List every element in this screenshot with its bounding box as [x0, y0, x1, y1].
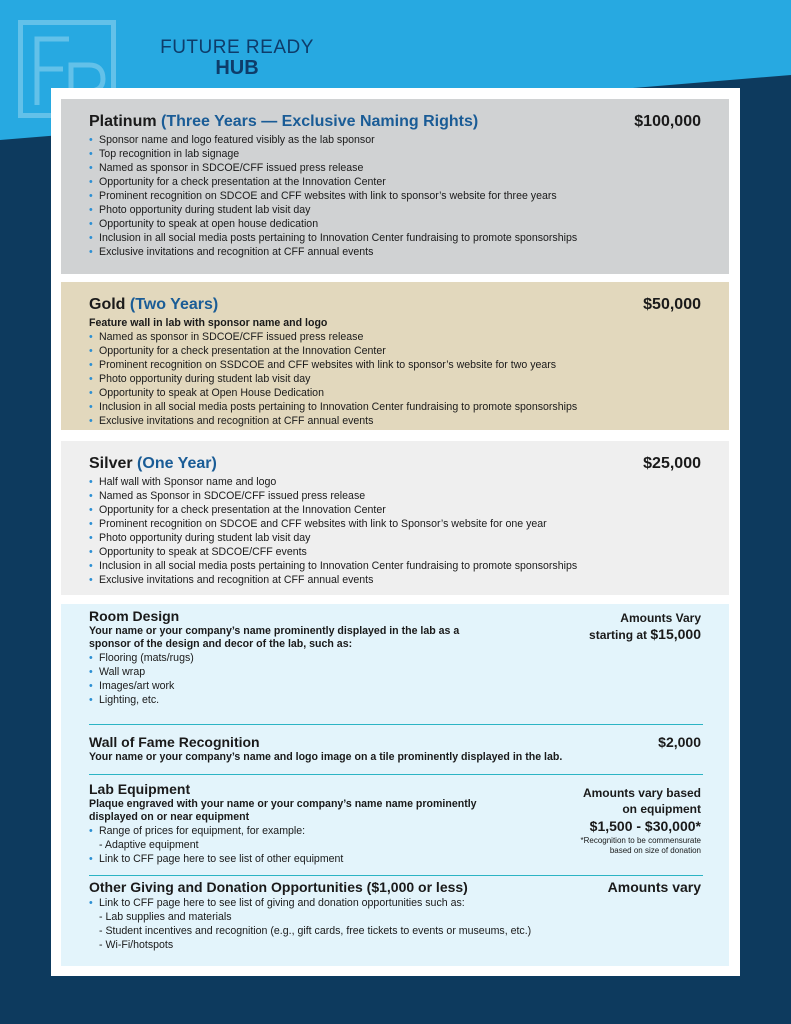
list-item: • Photo opportunity during student lab visit day	[89, 203, 701, 217]
list-item: • Half wall with Sponsor name and logo	[89, 475, 701, 489]
list-item: • Top recognition in lab signage	[89, 147, 701, 161]
wall-of-fame-amount: $2,000	[658, 734, 701, 750]
tier-name: Platinum	[89, 113, 157, 130]
tier-name: Gold	[89, 296, 126, 313]
gold-feature-line: Feature wall in lab with sponsor name and logo	[89, 317, 328, 329]
platinum-tier-header	[89, 99, 701, 133]
dash-item: - Adaptive equipment	[99, 839, 199, 851]
gold-tier-header	[89, 282, 701, 316]
list-item: • Images/art work	[89, 679, 701, 693]
section-description: Your name or your company’s name and logo image on a tile prominently displayed in the lab.	[89, 751, 563, 763]
section-description: displayed on or near equipment	[89, 811, 250, 823]
tier-term: (One Year)	[137, 455, 217, 472]
dash-item: - Lab supplies and materials	[99, 911, 232, 923]
list-item: • Inclusion in all social media posts pertaining to Innovation Center fundraising to promote sponsorships	[89, 559, 701, 573]
amount-range: $1,500 - $30,000*	[589, 818, 701, 834]
list-item: • Named as sponsor in SDCOE/CFF issued press release	[89, 330, 701, 344]
list-item: • Photo opportunity during student lab visit day	[89, 372, 701, 386]
tier-amount: $50,000	[643, 296, 701, 313]
section-title: Lab Equipment	[89, 781, 191, 797]
list-item: • Opportunity for a check presentation at the Innovation Center	[89, 175, 701, 189]
gold-tier-card	[61, 282, 729, 430]
room-design-section	[89, 608, 701, 707]
section-divider	[89, 774, 703, 775]
list-item: • Prominent recognition on SDCOE and CFF websites with link to Sponsor’s website for one year	[89, 517, 701, 531]
brand-wordmark	[153, 38, 321, 78]
room-design-amount	[589, 610, 701, 643]
list-item: • Inclusion in all social media posts pertaining to Innovation Center fundraising to promote sponsorships	[89, 400, 701, 414]
platinum-benefits-list	[89, 133, 701, 259]
dash-item: - Wi-Fi/hotspots	[99, 939, 174, 951]
list-item: • Opportunity for a check presentation at the Innovation Center	[89, 503, 701, 517]
tier-term: (Two Years)	[129, 296, 219, 313]
amount-note: *Recognition to be commensurate	[580, 836, 701, 845]
lab-equipment-amount	[580, 785, 701, 856]
tier-amount: $100,000	[634, 113, 701, 130]
room-design-list	[89, 651, 701, 707]
list-item: • Link to CFF page here to see list of other equipment	[89, 852, 701, 866]
list-item: • Opportunity to speak at SDCOE/CFF events	[89, 545, 701, 559]
brand-line1: FUTURE READY	[160, 37, 314, 58]
gold-benefits-list	[89, 330, 701, 428]
list-item: • Opportunity to speak at Open House Dedication	[89, 386, 701, 400]
other-giving-section	[89, 879, 701, 952]
sponsorship-panel	[51, 88, 740, 976]
list-item: • Flooring (mats/rugs)	[89, 651, 701, 665]
list-item: • Photo opportunity during student lab visit day	[89, 531, 701, 545]
platinum-tier-card	[61, 99, 729, 274]
other-opportunities-card	[61, 604, 729, 966]
list-item: • Opportunity for a check presentation at the Innovation Center	[89, 344, 701, 358]
amount-label: Amounts Vary	[620, 611, 701, 625]
list-item: • Opportunity to speak at open house dedication	[89, 217, 701, 231]
list-item: • Inclusion in all social media posts pertaining to Innovation Center fundraising to promote sponsorships	[89, 231, 701, 245]
section-title: Other Giving and Donation Opportunities ($1,000 or less)	[89, 879, 468, 895]
silver-tier-header	[89, 441, 701, 475]
list-item: • Range of prices for equipment, for example:	[89, 824, 701, 838]
section-description: sponsor of the design and decor of the lab, such as:	[89, 638, 353, 650]
list-item: • Lighting, etc.	[89, 693, 701, 707]
list-item: • Sponsor name and logo featured visibly as the lab sponsor	[89, 133, 701, 147]
list-item: • Prominent recognition on SSDCOE and CFF websites with link to sponsor’s website for two years	[89, 358, 701, 372]
silver-tier-card	[61, 441, 729, 595]
lab-equipment-section	[89, 781, 701, 866]
silver-benefits-list	[89, 475, 701, 587]
list-item: • Exclusive invitations and recognition at CFF annual events	[89, 573, 701, 587]
list-item: • Named as Sponsor in SDCOE/CFF issued press release	[89, 489, 701, 503]
list-item: • Prominent recognition on SDCOE and CFF websites with link to sponsor’s website for three years	[89, 189, 701, 203]
amount-value: $15,000	[650, 626, 701, 642]
list-item: • Named as sponsor in SDCOE/CFF issued press release	[89, 161, 701, 175]
list-item: • Link to CFF page here to see list of giving and donation opportunities such as:	[89, 896, 701, 910]
amount-label: Amounts vary based	[582, 786, 701, 800]
section-divider	[89, 875, 703, 876]
tier-name: Silver	[89, 455, 133, 472]
amount-prefix: starting at	[589, 628, 651, 642]
section-description: Plaque engraved with your name or your company’s name name prominently	[89, 798, 477, 810]
other-giving-amount: Amounts vary	[607, 879, 701, 895]
tier-amount: $25,000	[643, 455, 701, 472]
tier-term: (Three Years — Exclusive Naming Rights)	[161, 113, 479, 130]
section-title: Room Design	[89, 608, 180, 624]
list-item: • Wall wrap	[89, 665, 701, 679]
list-item: • Exclusive invitations and recognition at CFF annual events	[89, 245, 701, 259]
other-giving-list	[89, 896, 701, 910]
amount-note: based on size of donation	[609, 846, 701, 855]
brand-line2: HUB	[215, 57, 259, 79]
amount-label: on equipment	[622, 802, 701, 816]
wall-of-fame-section	[89, 734, 701, 764]
section-divider	[89, 724, 703, 725]
dash-item: - Student incentives and recognition (e.g., gift cards, free tickets to events or museums, etc.)	[99, 925, 532, 937]
section-description: Your name or your company’s name prominently displayed in the lab as a	[89, 625, 460, 637]
list-item: • Exclusive invitations and recognition at CFF annual events	[89, 414, 701, 428]
section-title: Wall of Fame Recognition	[89, 734, 260, 750]
